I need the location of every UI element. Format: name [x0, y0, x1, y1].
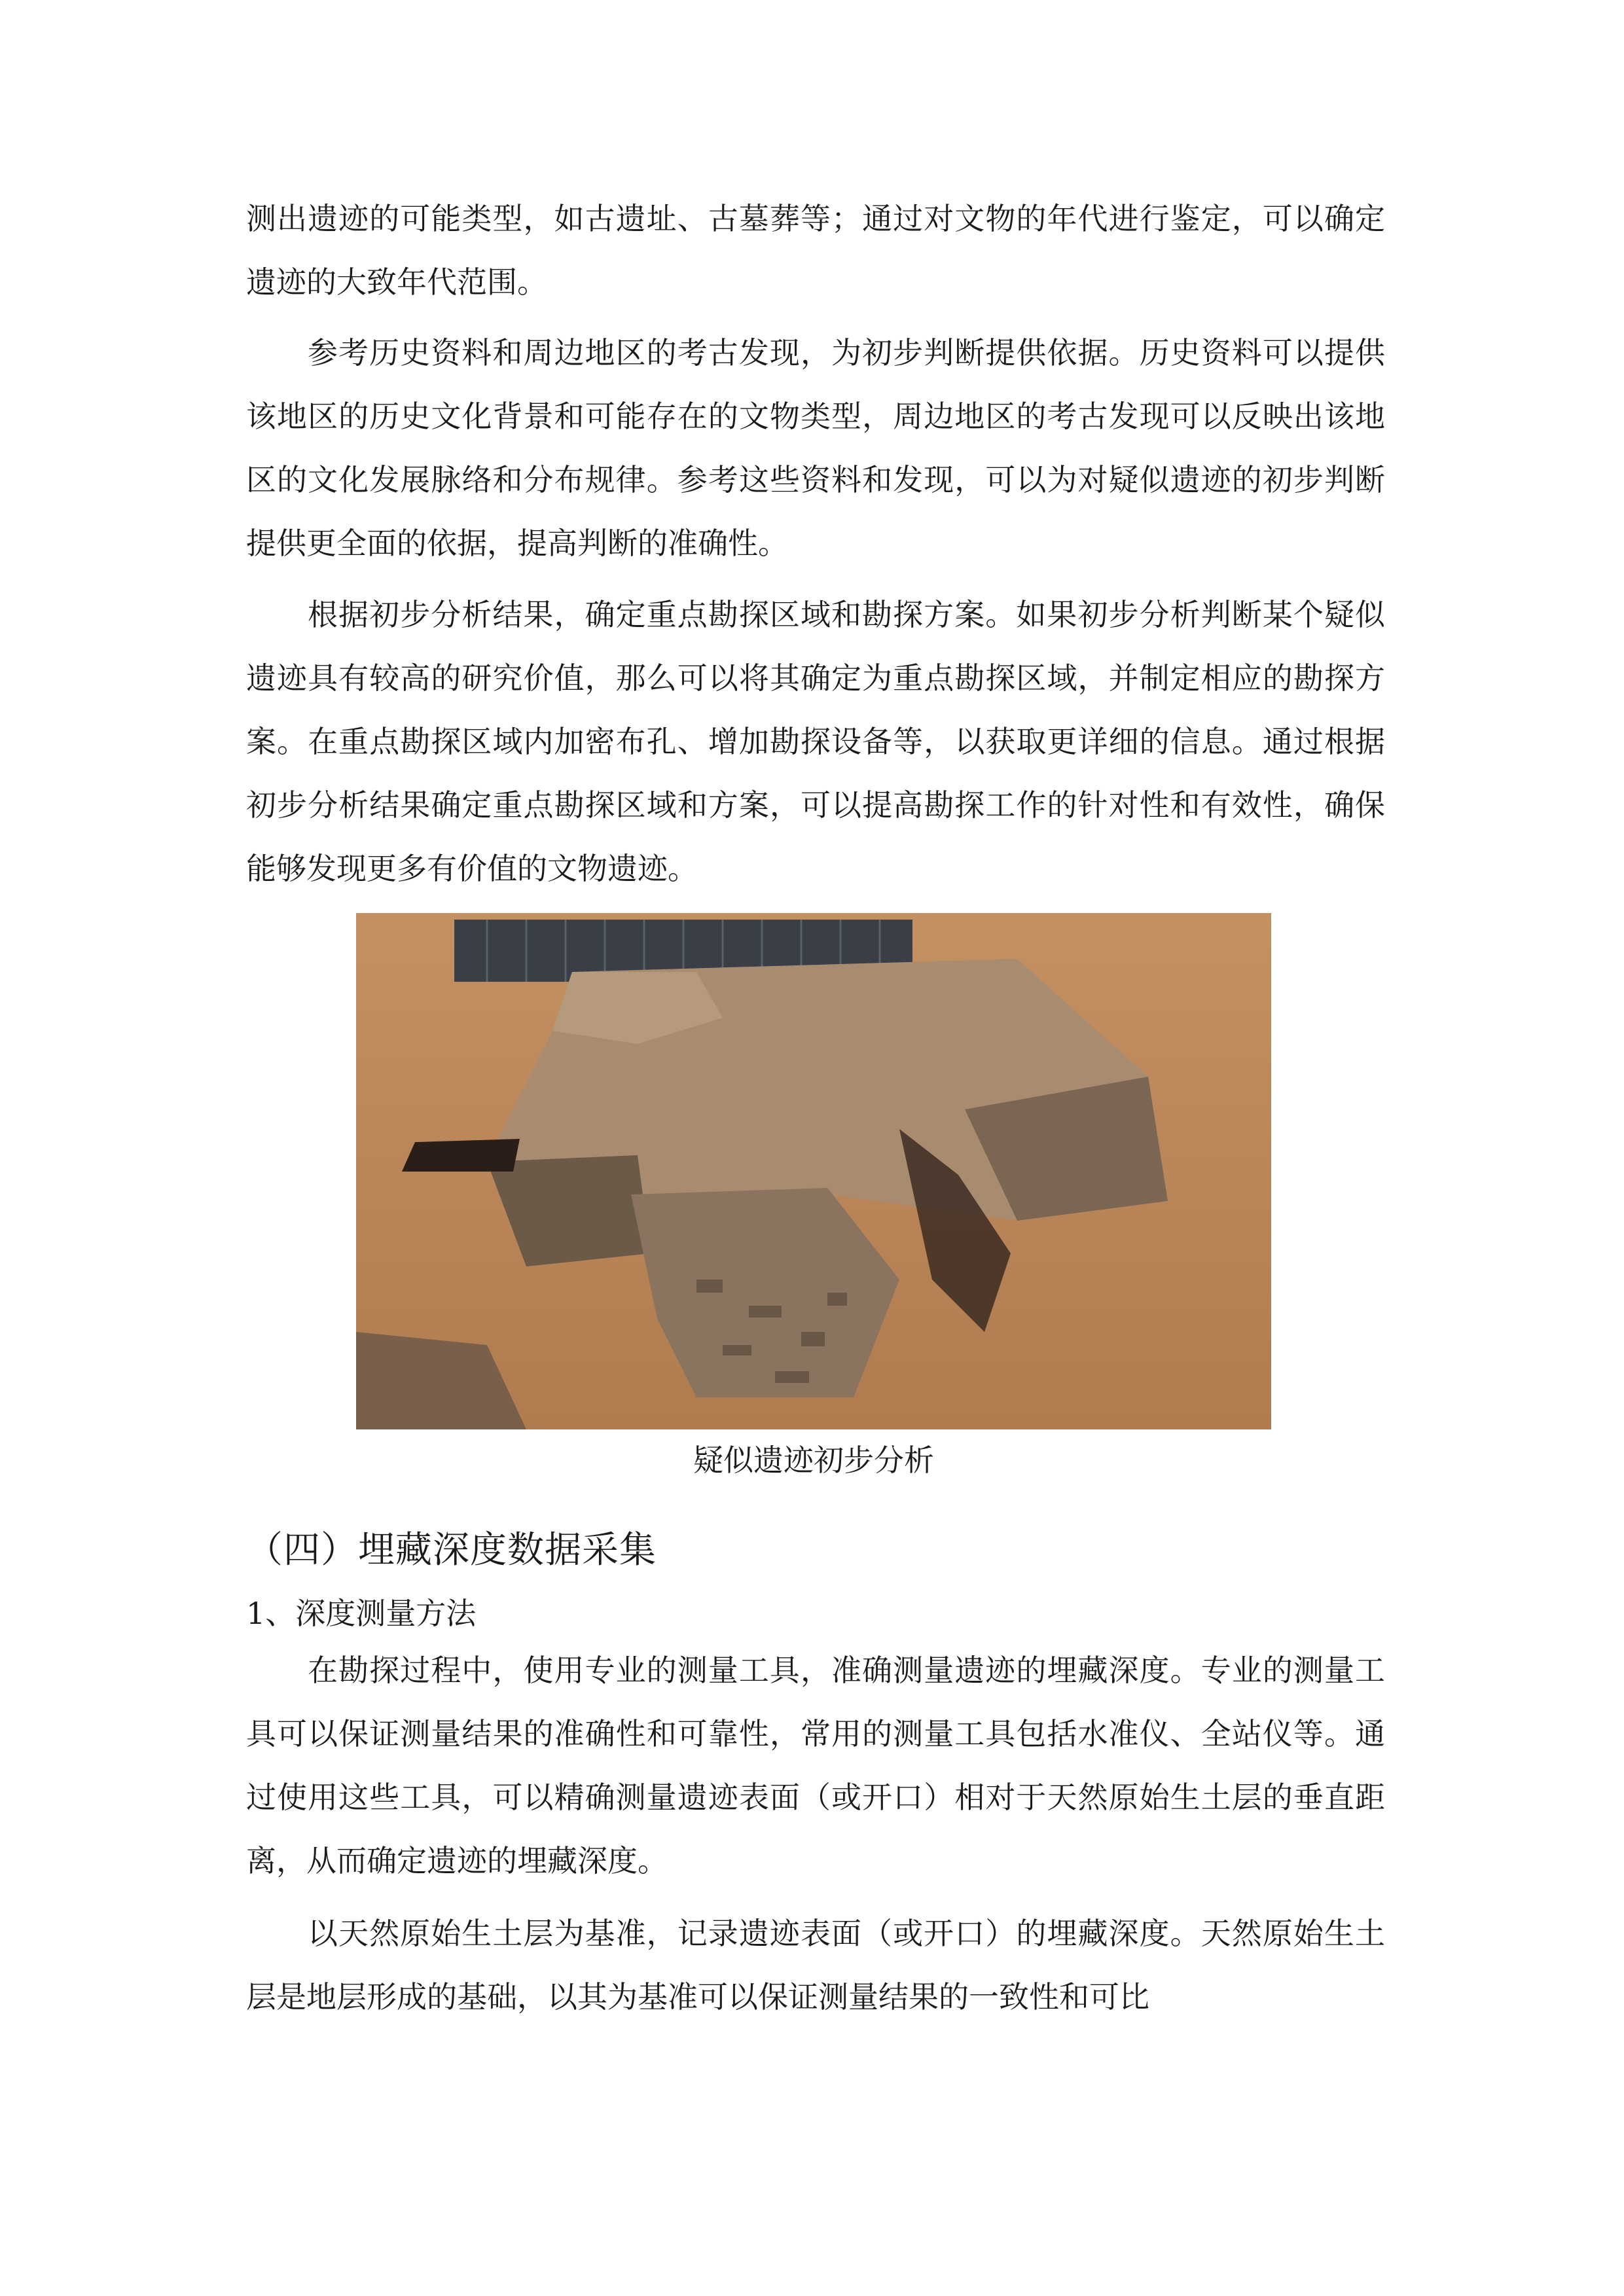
paragraph-key-survey-areas: 根据初步分析结果，确定重点勘探区域和勘探方案。如果初步分析判断某个疑似遗迹具有较高的研究价值，那么可以将其确定为重点勘探区域，并制定相应的勘探方案。在重点勘探区域内加密布孔、增加勘探设备等，以获取更详细的信息。通过根据初步分析结果确定重点勘探区域和方案，可以提高勘探工作的针对性和有效性，确保能够发现更多有价值的文物遗迹。: [246, 597, 1385, 886]
section-heading: （四）埋藏深度数据采集: [246, 1529, 657, 1571]
paragraph-historical-references: 参考历史资料和周边地区的考古发现，为初步判断提供依据。历史资料可以提供该地区的历史文化背景和可能存在的文物类型，周边地区的考古发现可以反映出该地区的文化发展脉络和分布规律。参考这些资料和发现，可以为对疑似遗迹的初步判断提供更全面的依据，提高判断的准确性。: [246, 335, 1385, 561]
figure-caption: 疑似遗迹初步分析: [693, 1443, 934, 1478]
subsection-heading: 1、深度测量方法: [246, 1596, 477, 1631]
paragraph-reference-layer: 以天然原始生土层为基准，记录遗迹表面（或开口）的埋藏深度。天然原始生土层是地层形成的基础，以其为基准可以保证测量结果的一致性和可比: [246, 1916, 1385, 2015]
paragraph-measurement-tools: 在勘探过程中，使用专业的测量工具，准确测量遗迹的埋藏深度。专业的测量工具可以保证测量结果的准确性和可靠性，常用的测量工具包括水准仪、全站仪等。通过使用这些工具，可以精确测量遗迹表面（或开口）相对于天然原始生土层的垂直距离，从而确定遗迹的埋藏深度。: [246, 1653, 1385, 1878]
excavation-site-illustration: [356, 913, 1271, 1429]
paragraph-continued: 测出遗迹的可能类型，如古遗址、古墓葬等；通过对文物的年代进行鉴定，可以确定遗迹的大致年代范围。: [246, 201, 1385, 300]
site-photo: [356, 913, 1271, 1429]
